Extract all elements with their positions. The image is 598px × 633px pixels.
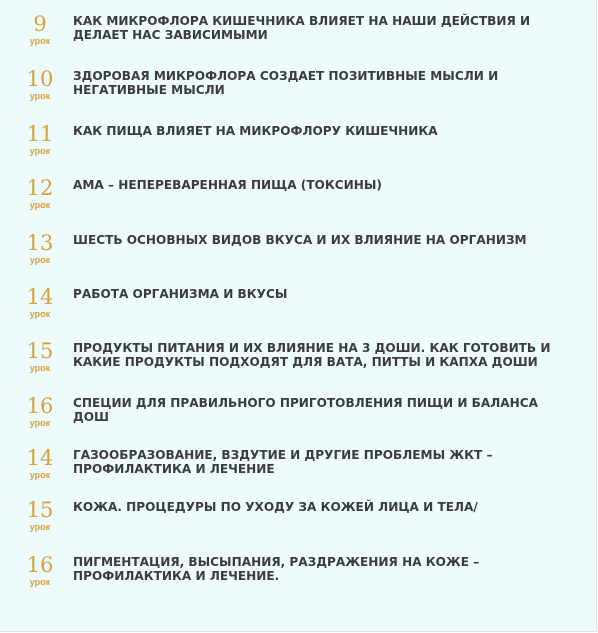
lesson-unit-label: урок: [29, 363, 51, 373]
lesson-number-badge: [20, 447, 60, 481]
lesson-title: ЗДОРОВАЯ МИКРОФЛОРА СОЗДАЕТ ПОЗИТИВНЫЕ МЫСЛИ И НЕГАТИВНЫЕ МЫСЛИ: [73, 69, 499, 97]
lesson-number: 11: [26, 122, 54, 146]
lesson-unit-label: урок: [29, 36, 51, 46]
lesson-number: 13: [26, 231, 54, 255]
lesson-title: ГАЗООБРАЗОВАНИЕ, ВЗДУТИЕ И ДРУГИЕ ПРОБЛЕМЫ ЖКТ – ПРОФИЛАКТИКА И ЛЕЧЕНИЕ: [73, 448, 493, 476]
lesson-title: ШЕСТЬ ОСНОВНЫХ ВИДОВ ВКУСА И ИХ ВЛИЯНИЕ НА ОРГАНИЗМ: [73, 233, 527, 247]
lesson-unit-label: урок: [29, 91, 51, 101]
lesson-number-badge: [20, 13, 60, 47]
lesson-unit-label: урок: [29, 146, 51, 156]
lesson-title: СПЕЦИИ ДЛЯ ПРАВИЛЬНОГО ПРИГОТОВЛЕНИЯ ПИЩИ И БАЛАНСА ДОШ: [73, 396, 539, 424]
lesson-title: АМА – НЕПЕРЕВАРЕННАЯ ПИЩА (ТОКСИНЫ): [73, 178, 382, 192]
lesson-unit-label: урок: [29, 309, 51, 319]
lesson-number-badge: [20, 123, 60, 157]
lesson-unit-label: урок: [29, 418, 51, 428]
lesson-number-badge: [20, 232, 60, 266]
lesson-number-badge: [20, 340, 60, 374]
lesson-title: РАБОТА ОРГАНИЗМА И ВКУСЫ: [73, 287, 288, 301]
lesson-title: ПРОДУКТЫ ПИТАНИЯ И ИХ ВЛИЯНИЕ НА 3 ДОШИ. КАК ГОТОВИТЬ И КАКИЕ ПРОДУКТЫ ПОДХОДЯТ ДЛЯ ВАТА, ПИТТЫ И КАПХА ДОШИ: [73, 341, 551, 369]
lesson-number: 14: [26, 285, 54, 309]
lesson-number: 15: [26, 498, 54, 522]
lesson-unit-label: урок: [29, 522, 51, 532]
lesson-number: 16: [26, 553, 54, 577]
lesson-number-badge: [20, 395, 60, 429]
lesson-unit-label: урок: [29, 200, 51, 210]
lesson-number: 14: [26, 446, 54, 470]
lesson-unit-label: урок: [29, 255, 51, 265]
lesson-number-badge: [20, 499, 60, 533]
lesson-title: ПИГМЕНТАЦИЯ, ВЫСЫПАНИЯ, РАЗДРАЖЕНИЯ НА КОЖЕ – ПРОФИЛАКТИКА И ЛЕЧЕНИЕ.: [73, 555, 480, 583]
lesson-number: 15: [26, 339, 54, 363]
lesson-number-badge: [20, 286, 60, 320]
lesson-title: КАК ПИЩА ВЛИЯЕТ НА МИКРОФЛОРУ КИШЕЧНИКА: [73, 124, 438, 138]
lesson-title: КОЖА. ПРОЦЕДУРЫ ПО УХОДУ ЗА КОЖЕЙ ЛИЦА И ТЕЛА/: [73, 500, 478, 514]
lesson-unit-label: урок: [29, 470, 51, 480]
lesson-unit-label: урок: [29, 577, 51, 587]
lesson-title: КАК МИКРОФЛОРА КИШЕЧНИКА ВЛИЯЕТ НА НАШИ ДЕЙСТВИЯ И ДЕЛАЕТ НАС ЗАВИСИМЫМИ: [73, 14, 531, 42]
lesson-number-badge: [20, 554, 60, 588]
lesson-number-badge: [20, 68, 60, 102]
lesson-number-badge: [20, 177, 60, 211]
lesson-number: 10: [26, 67, 54, 91]
lesson-number: 9: [33, 12, 47, 36]
lesson-number: 12: [26, 176, 54, 200]
lesson-number: 16: [26, 394, 54, 418]
